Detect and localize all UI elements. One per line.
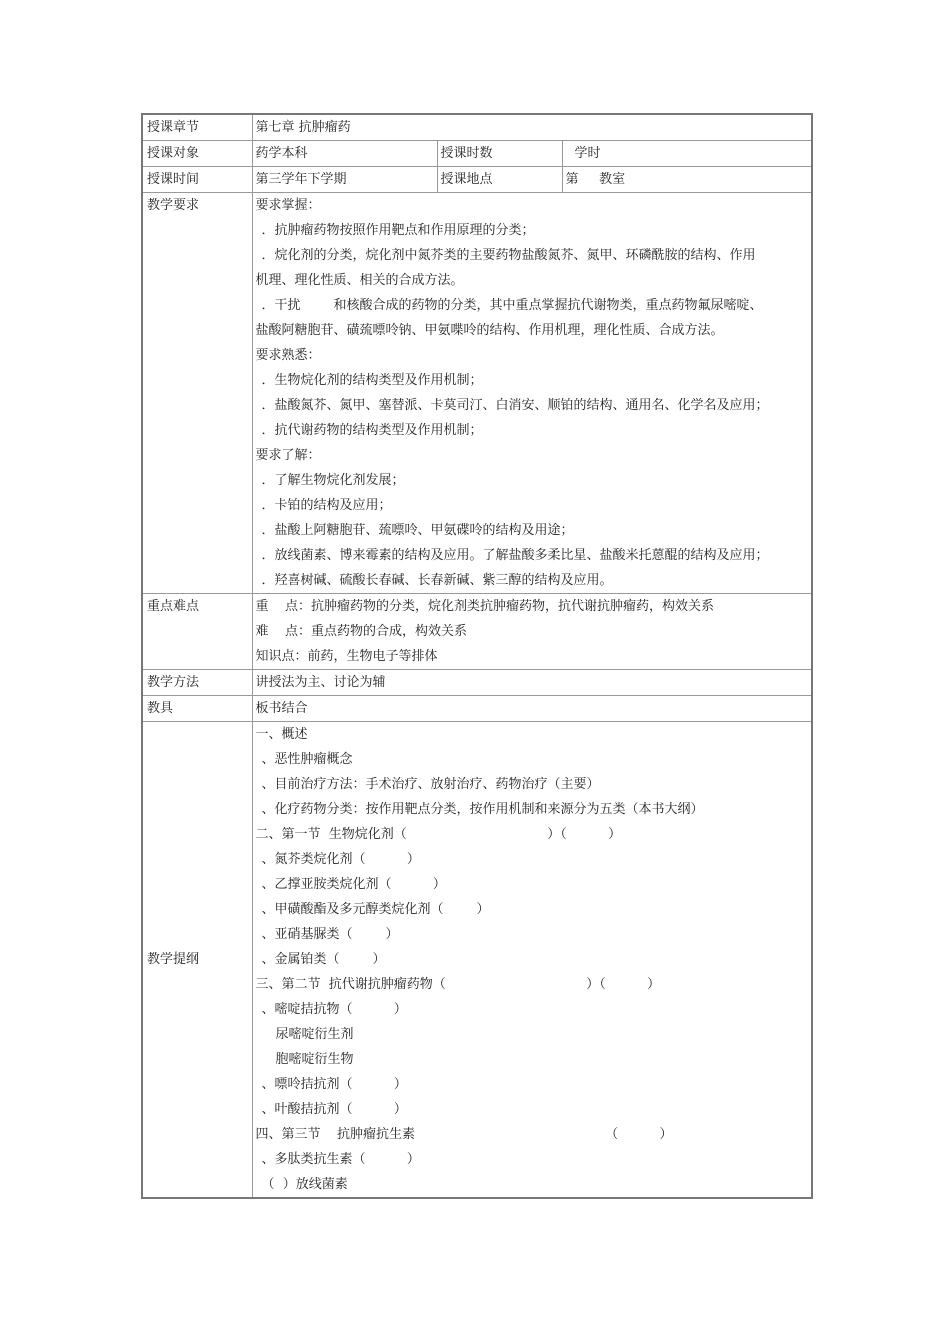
key-points-content <box>252 594 812 670</box>
time-value: 第三学年下学期 <box>252 167 437 193</box>
method-label: 教学方法 <box>142 670 252 696</box>
time-row <box>142 167 812 193</box>
method-row <box>142 670 812 696</box>
outline-line: 、金属铂类（ ） <box>261 952 386 967</box>
audience-label: 授课对象 <box>142 141 252 167</box>
key-points-line: 重 点：抗肿瘤药物的分类，烷化剂类抗肿瘤药物，抗代谢抗肿瘤药，构效关系 <box>255 599 715 614</box>
requirements-label: 教学要求 <box>142 193 252 594</box>
requirements-line: ．抗代谢药物的结构类型及作用机制； <box>261 423 483 438</box>
outline-line: 、多肽类抗生素（ ） <box>261 1152 420 1167</box>
requirements-line: ．干扰 和核酸合成的药物的分类，其中重点掌握抗代谢物类，重点药物氟尿嘧啶、 <box>261 298 763 313</box>
outline-line: 四、第三节 抗肿瘤抗生素 （ ） <box>255 1127 673 1142</box>
key-points-line: 难 点：重点药物的合成，构效关系 <box>255 624 468 639</box>
lesson-plan-sheet <box>141 113 811 1199</box>
outline-line: 、亚硝基脲类（ ） <box>261 927 399 942</box>
outline-line: 、嘧啶拮抗物（ ） <box>261 1002 407 1017</box>
chapter-label: 授课章节 <box>142 114 252 141</box>
place-value: 第 教室 <box>562 167 812 193</box>
requirements-line: ．放线菌素、博来霉素的结构及应用。了解盐酸多柔比星、盐酸米托蒽醌的结构及应用； <box>261 548 769 563</box>
place-label: 授课地点 <box>437 167 562 193</box>
outline-line: 、恶性肿瘤概念 <box>261 752 353 767</box>
outline-line: 、乙撑亚胺类烷化剂（ ） <box>261 877 446 892</box>
requirements-row <box>142 193 812 594</box>
tools-label: 教具 <box>142 696 252 722</box>
outline-line: 二、第一节 生物烷化剂（ ）（ ） <box>255 827 622 842</box>
key-points-label: 重点难点 <box>142 594 252 670</box>
requirements-line: ．盐酸氮芥、氮甲、塞替派、卡莫司汀、白消安、顺铂的结构、通用名、化学名及应用； <box>261 398 769 413</box>
time-label: 授课时间 <box>142 167 252 193</box>
requirements-line: ．烷化剂的分类，烷化剂中氮芥类的主要药物盐酸氮芥、氮甲、环磷酰胺的结构、作用 <box>261 248 756 263</box>
outline-line: 三、第二节 抗代谢抗肿瘤药物（ ）（ ） <box>255 977 661 992</box>
requirements-content <box>252 193 812 594</box>
audience-row <box>142 141 812 167</box>
requirements-line: 盐酸阿糖胞苷、磺巯嘌呤钠、甲氨喋呤的结构、作用机理，理化性质、合成方法。 <box>255 323 724 338</box>
chapter-row <box>142 114 812 141</box>
outline-row <box>142 722 812 1199</box>
outline-line: 、目前治疗方法：手术治疗、放射治疗、药物治疗（主要） <box>261 777 600 792</box>
requirements-line: ．卡铂的结构及应用； <box>261 498 392 513</box>
outline-label: 教学提纲 <box>142 722 252 1199</box>
method-value: 讲授法为主、讨论为辅 <box>252 670 812 696</box>
requirements-line: ．生物烷化剂的结构类型及作用机制； <box>261 373 483 388</box>
tools-value: 板书结合 <box>252 696 812 722</box>
key-points-line: 知识点：前药，生物电子等排体 <box>255 649 438 664</box>
outline-line: 尿嘧啶衍生剂 <box>275 1027 354 1042</box>
tools-row <box>142 696 812 722</box>
outline-line: （ ）放线菌素 <box>261 1177 348 1192</box>
requirements-line: 要求掌握： <box>255 198 321 213</box>
audience-value: 药学本科 <box>252 141 437 167</box>
requirements-line: 机理、理化性质、相关的合成方法。 <box>255 273 464 288</box>
chapter-value: 第七章 抗肿瘤药 <box>252 114 812 141</box>
hours-label: 授课时数 <box>437 141 562 167</box>
outline-line: 胞嘧啶衍生物 <box>275 1052 354 1067</box>
requirements-line: 要求了解： <box>255 448 321 463</box>
outline-line: 、嘌呤拮抗剂（ ） <box>261 1077 407 1092</box>
requirements-line: 要求熟悉： <box>255 348 321 363</box>
hours-value: 学时 <box>562 141 812 167</box>
requirements-line: ．羟喜树碱、硫酸长春碱、长春新碱、紫三醇的结构及应用。 <box>261 573 613 588</box>
requirements-line: ．了解生物烷化剂发展； <box>261 473 405 488</box>
key-points-row <box>142 594 812 670</box>
outline-content <box>252 722 812 1199</box>
lesson-plan-table <box>141 113 813 1199</box>
outline-line: 、甲磺酸酯及多元醇类烷化剂（ ） <box>261 902 490 917</box>
requirements-line: ．盐酸上阿糖胞苷、巯嘌呤、甲氨碟呤的结构及用途； <box>261 523 574 538</box>
requirements-line: ．抗肿瘤药物按照作用靶点和作用原理的分类； <box>261 223 535 238</box>
outline-line: 、氮芥类烷化剂（ ） <box>261 852 420 867</box>
outline-line: 、化疗药物分类：按作用靶点分类，按作用机制和来源分为五类（本书大纲） <box>261 802 704 817</box>
outline-line: 一、概述 <box>255 727 308 742</box>
outline-line: 、叶酸拮抗剂（ ） <box>261 1102 407 1117</box>
